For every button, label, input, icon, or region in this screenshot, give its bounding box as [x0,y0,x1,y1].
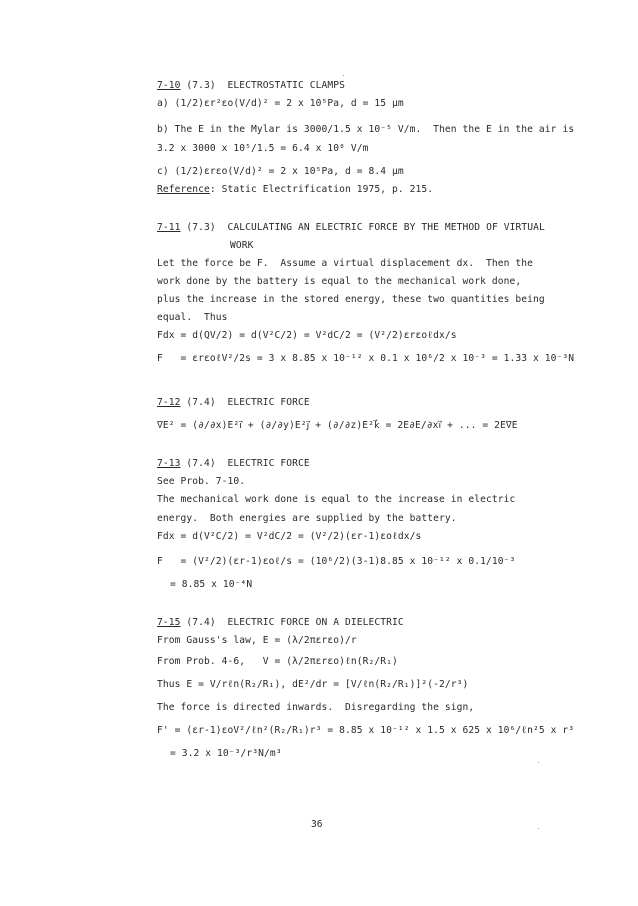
problem-7-10-heading: 7-10 (7.3) ELECTROSTATIC CLAMPS [157,80,346,91]
equation-line: = 3.2 x 10⁻³/r³N/m³ [170,748,282,759]
text-line: From Gauss's law, E = (λ/2πεrεo)/r [157,635,357,646]
text-line: From Prob. 4-6, V = (λ/2πεrεo)ℓn(R₂/R₁) [157,656,398,667]
text-line: See Prob. 7-10. [157,476,246,487]
speck [538,762,539,763]
equation-line: F = εrεoℓV²/2s = 3 x 8.85 x 10⁻¹² x 0.1 x 10⁶/2 x 10⁻³ = 1.33 x 10⁻³N [157,353,575,364]
speck [343,75,344,76]
problem-7-11-heading-cont: WORK [230,240,254,251]
speck [538,828,539,829]
text-line: 3.2 x 3000 x 10⁵/1.5 = 6.4 x 10⁸ V/m [157,143,369,154]
problem-7-11-heading: 7-11 (7.3) CALCULATING AN ELECTRIC FORCE BY THE METHOD OF VIRTUAL [157,222,545,233]
reference-line: Reference: Static Electrification 1975, p. 215. [157,184,434,195]
problem-7-13-heading: 7-13 (7.4) ELECTRIC FORCE [157,458,310,469]
equation-line: = 8.85 x 10⁻⁴N [170,579,253,590]
equation-line: Fdx = d(V²C/2) = V²dC/2 = (V²/2)(εr-1)εoℓdx/s [157,531,422,542]
equation-line: F' = (εr-1)εoV²/ℓn²(R₂/R₁)r³ = 8.85 x 10⁻¹² x 1.5 x 625 x 10⁶/ℓn²5 x r³ [157,725,575,736]
text-line: The mechanical work done is equal to the increase in electric [157,494,516,505]
text-line: b) The E in the Mylar is 3000/1.5 x 10⁻⁵ V/m. Then the E in the air is [157,124,575,135]
page-number: 36 [311,819,323,830]
equation-line: F = (V²/2)(εr-1)εoℓ/s = (10⁶/2)(3-1)8.85 x 10⁻¹² x 0.1/10⁻³ [157,556,516,567]
problem-7-15-heading: 7-15 (7.4) ELECTRIC FORCE ON A DIELECTRIC [157,617,404,628]
problem-7-12-heading: 7-12 (7.4) ELECTRIC FORCE [157,397,310,408]
equation-line: Fdx = d(QV/2) = d(V²C/2) = V²dC/2 = (V²/2)εrεoℓdx/s [157,330,457,341]
equation-line: ∇E² = (∂/∂x)E²i⃗ + (∂/∂y)E²j⃗ + (∂/∂z)E²k⃗ = 2E∂E/∂xi⃗ + ... = 2E∇E [157,420,518,431]
text-line: The force is directed inwards. Disregarding the sign, [157,702,475,713]
text-line: plus the increase in the stored energy, these two quantities being [157,294,545,305]
text-line: energy. Both energies are supplied by the battery. [157,513,457,524]
text-line: Let the force be F. Assume a virtual displacement dx. Then the [157,258,534,269]
equation-line: Thus E = V/rℓn(R₂/R₁), dE²/dr = [V/ℓn(R₂/R₁)]²(-2/r³) [157,679,469,690]
text-line: equal. Thus [157,312,228,323]
text-line: c) (1/2)εrεo(V/d)² = 2 x 10⁵Pa, d = 8.4 μm [157,166,404,177]
text-line: a) (1/2)εr²εo(V/d)² = 2 x 10⁵Pa, d = 15 μm [157,98,404,109]
text-line: work done by the battery is equal to the mechanical work done, [157,276,522,287]
